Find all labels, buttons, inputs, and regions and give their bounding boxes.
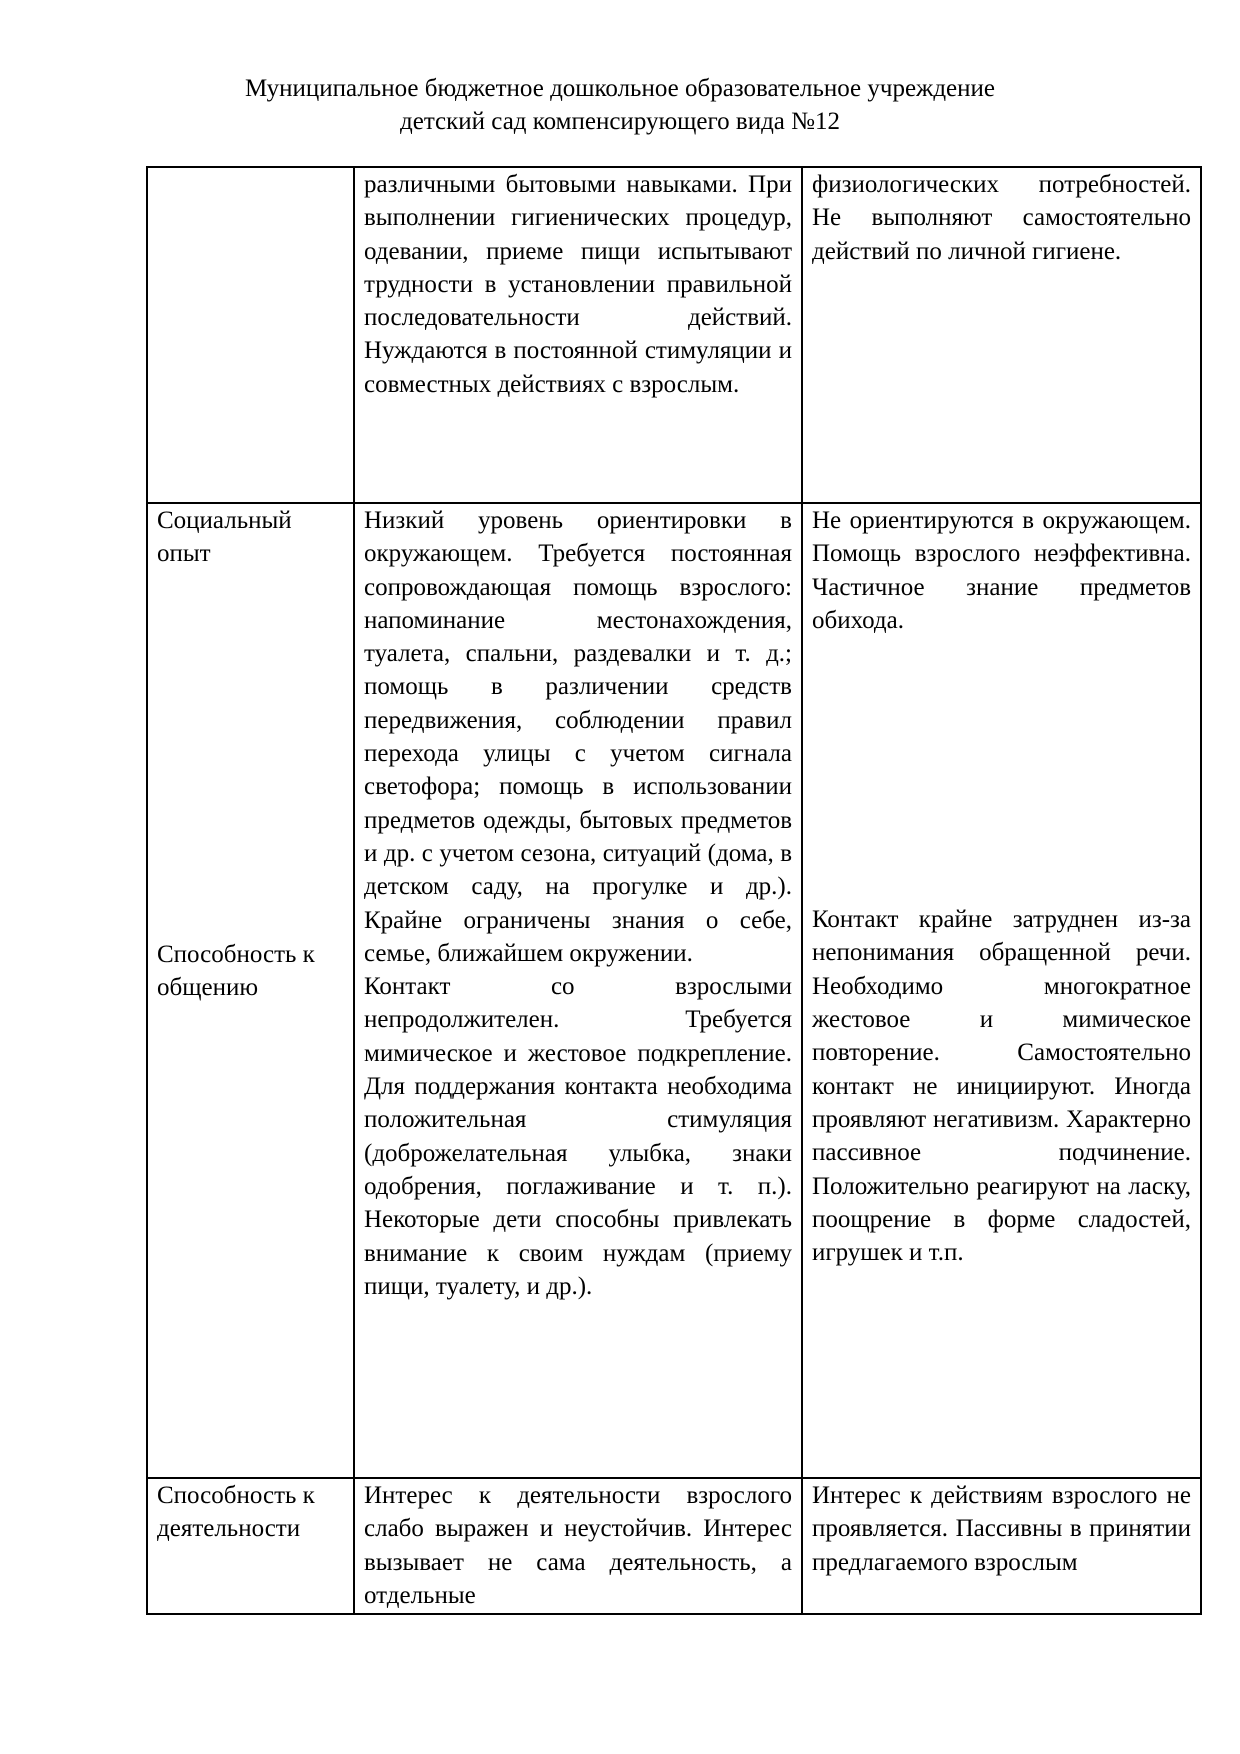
row-label-social: Социальный опыт — [157, 507, 292, 568]
table-cell-label — [147, 1478, 354, 1614]
communication-text-severe: Контакт крайне затруднен из-за непонимания обращенной речи. Необходимо многократное жестовое и мимическое повторение. Самостоятельно контакт не инициируют. Иногда проявляют негативизм. Характерно пассивное подчинение. Положительно реагируют на ласку, поощрение в форме сладостей, игрушек и т.п. — [812, 906, 1191, 1267]
table-cell — [354, 503, 802, 1478]
table-row — [147, 503, 1201, 1478]
row-label-communication: Способность к общению — [157, 940, 315, 1001]
characteristics-table — [146, 166, 1202, 1615]
table-cell: различными бытовыми навыками. При выполнении гигиенических процедур, одевании, приеме пищи испытывают трудности в установлении правильной последовательности действий. Нуждаются в постоянной стимуляции и совместных действиях с взрослым. — [354, 167, 802, 503]
social-experience-text: Низкий уровень ориентировки в окружающем. Требуется постоянная сопровождающая помощь взрослого: напоминание местонахождения, туалета, спальни, раздевалки и т. д.; помощь в различении средств передвижения, соблюдении правил перехода улицы с учетом сигнала светофора; помощь в использовании предметов одежды, бытовых предметов и др. с учетом сезона, ситуаций (дома, в детском саду, на прогулке и др.). Крайне ограничены знания о себе, семье, ближайшем окружении. — [364, 507, 792, 967]
table-cell: Интерес к деятельности взрослого слабо выражен и неустойчив. Интерес вызывает не сама деятельность, а отдельные — [354, 1478, 802, 1614]
header-line-2: детский сад компенсирующего вида №12 — [400, 108, 840, 135]
document-header — [0, 72, 1240, 138]
header-line-1: Муниципальное бюджетное дошкольное образовательное учреждение — [245, 75, 995, 102]
social-experience-text-severe: Не ориентируются в окружающем. Помощь взрослого неэффективна. Частичное знание предметов обихода. — [812, 507, 1191, 634]
table-row — [147, 167, 1201, 503]
table-cell-label — [147, 503, 354, 1478]
table-cell-label — [147, 167, 354, 503]
table-cell — [802, 503, 1201, 1478]
table-row — [147, 1478, 1201, 1614]
row-label-activity: Способность к деятельности — [157, 1482, 315, 1543]
communication-text: Контакт со взрослыми непродолжителен. Требуется мимическое и жестовое подкрепление. Для поддержания контакта необходима положительная стимуляция (доброжелательная улыбка, знаки одобрения, поглаживание и т. п.). Некоторые дети способны привлекать внимание к своим нуждам (приему пищи, туалету, и др.). — [364, 973, 792, 1300]
table-cell: физиологических потребностей. Не выполняют самостоятельно действий по личной гигиене. — [802, 167, 1201, 503]
table-cell: Интерес к действиям взрослого не проявляется. Пассивны в принятии предлагаемого взрослым — [802, 1478, 1201, 1614]
